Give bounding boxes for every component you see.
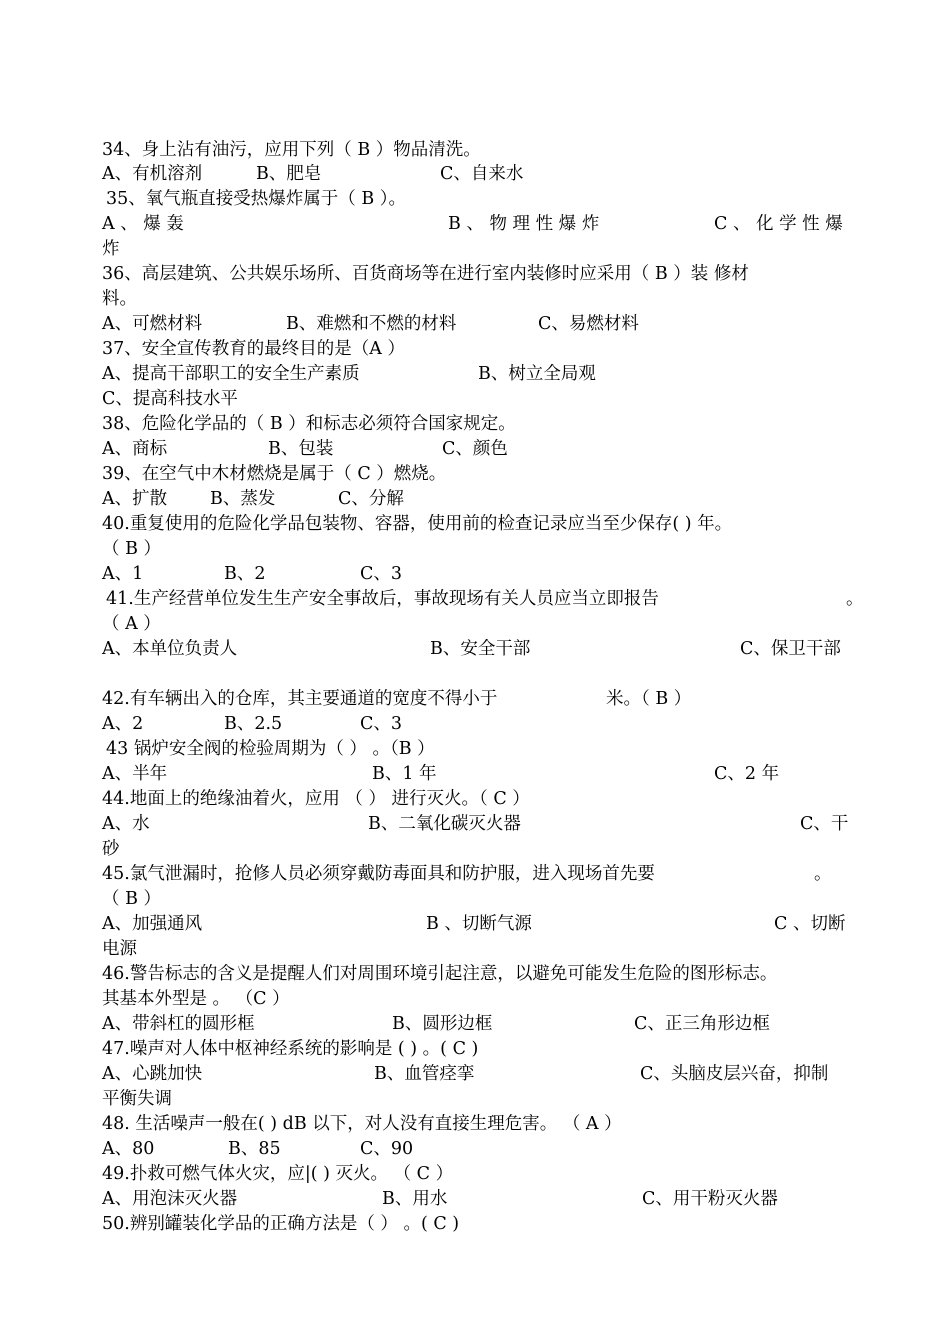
question-50 (102, 1212, 852, 1236)
option-b: B、圆形边框 (392, 1014, 493, 1034)
question-end: 。 (814, 864, 832, 884)
question-text: 39、在空气中木材燃烧是属于（ C ）燃烧。 (102, 464, 447, 484)
option-a: A、80 (102, 1139, 155, 1159)
question-41 (106, 587, 864, 611)
question-text: 49.扑救可燃气体火灾，应|( ) 灭火。 （ C ） (102, 1164, 454, 1184)
option-c: C、2 年 (714, 764, 780, 784)
continuation-text: 料。 (102, 289, 137, 309)
continuation-text: 平衡失调 (102, 1089, 172, 1109)
option-a: A、水 (102, 814, 150, 834)
options-42 (102, 712, 852, 736)
option-b: B、用水 (382, 1189, 448, 1209)
question-35 (106, 187, 856, 211)
option-a: A、商标 (102, 439, 168, 459)
option-c: C、正三角形边框 (634, 1014, 770, 1034)
question-text: 34、身上沾有油污，应用下列（ B ）物品清洗。 (102, 140, 481, 160)
question-text: 48. 生活噪声一般在( ) dB 以下，对人没有直接生理危害。 （ A ） (102, 1114, 622, 1134)
options-35 (102, 212, 852, 236)
question-37 (102, 337, 852, 361)
question-48 (102, 1112, 852, 1136)
option-c: C、自来水 (440, 164, 524, 184)
options-34 (102, 162, 852, 186)
option-a: A、本单位负责人 (102, 639, 238, 659)
option-a: A、带斜杠的圆形框 (102, 1014, 255, 1034)
option-c: C、提高科技水平 (102, 389, 238, 409)
question-42 (102, 687, 852, 711)
question-end: 。 (846, 589, 864, 609)
question-36-cont (102, 287, 852, 311)
question-45 (102, 862, 852, 886)
option-b: B、难燃和不燃的材料 (286, 314, 457, 334)
options-46 (102, 1012, 852, 1036)
options-49 (102, 1187, 852, 1211)
question-text: 36、高层建筑、公共娱乐场所、百货商场等在进行室内装修时应采用（ B ）装 修材 (102, 264, 749, 284)
question-text: 40.重复使用的危险化学品包装物、容器，使用前的检查记录应当至少保存( ) 年。 (102, 514, 733, 534)
option-a: A、提高干部职工的安全生产素质 (102, 364, 360, 384)
continuation-text: 砂 (102, 839, 120, 859)
options-36 (102, 312, 852, 336)
option-b: B、血管痉挛 (374, 1064, 475, 1084)
option-c: C、颜色 (442, 439, 508, 459)
option-c: C、保卫干部 (740, 639, 841, 659)
option-a: A、心跳加快 (102, 1064, 203, 1084)
question-text: 47.噪声对人体中枢神经系统的影响是 ( ) 。( C ) (102, 1039, 479, 1059)
question-end: 米。（ B ） (606, 689, 692, 709)
option-c: C、3 (360, 564, 403, 584)
option-b: B、2 (224, 564, 266, 584)
option-c: C 、 化 学 性 爆 (714, 214, 843, 234)
options-44 (102, 812, 852, 836)
question-text: 46.警告标志的含义是提醒人们对周围环境引起注意，以避免可能发生危险的图形标志。 (102, 964, 778, 984)
option-c: C、90 (360, 1139, 414, 1159)
option-a: A、可燃材料 (102, 314, 203, 334)
question-46 (102, 962, 852, 986)
option-a: A、用泡沫灭火器 (102, 1189, 238, 1209)
option-b: B 、 物 理 性 爆 炸 (448, 214, 600, 234)
option-b: B、肥皂 (256, 164, 322, 184)
option-c: C、头脑皮层兴奋，抑制 (640, 1064, 829, 1084)
options-37 (102, 362, 852, 386)
option-c: C、用干粉灭火器 (642, 1189, 778, 1209)
question-40 (102, 512, 852, 536)
continuation-text: 其基本外型是 。 （C ） (102, 989, 290, 1009)
option-a: A 、 爆 轰 (102, 214, 184, 234)
question-38 (102, 412, 852, 436)
options-40 (102, 562, 852, 586)
option-b: B、1 年 (372, 764, 437, 784)
option-a: A、半年 (102, 764, 168, 784)
option-a: A、加强通风 (102, 914, 203, 934)
option-c: C、分解 (338, 489, 404, 509)
options-45-cont (102, 937, 852, 961)
option-c: C、3 (360, 714, 403, 734)
question-46-cont (102, 987, 852, 1011)
answer-45 (102, 887, 852, 911)
answer-text: （ B ） (102, 889, 161, 909)
question-36 (102, 262, 852, 286)
continuation-text: 电源 (102, 939, 137, 959)
question-text: 50.辨别罐装化学品的正确方法是（ ） 。( C ) (102, 1214, 460, 1234)
question-47 (102, 1037, 852, 1061)
question-text: 43 锅炉安全阀的检验周期为（ ） 。（B ） (106, 739, 435, 759)
option-a: A、扩散 (102, 489, 168, 509)
answer-41 (102, 612, 852, 636)
options-47-cont (102, 1087, 852, 1111)
options-45 (102, 912, 852, 936)
option-c: C 、切断 (774, 914, 846, 934)
question-text: 45.氯气泄漏时，抢修人员必须穿戴防毒面具和防护服，进入现场首先要 (102, 864, 655, 884)
option-b: B 、切断气源 (426, 914, 532, 934)
question-text: 35、氧气瓶直接受热爆炸属于（ B ）。 (106, 189, 407, 209)
option-b: B、安全干部 (430, 639, 531, 659)
question-text: 44.地面上的绝缘油着火，应用 （ ） 进行灭火。（ C ） (102, 789, 530, 809)
options-37-cont (102, 387, 852, 411)
options-35-cont (102, 237, 852, 261)
option-a: A、有机溶剂 (102, 164, 203, 184)
options-43 (102, 762, 852, 786)
question-text: 41.生产经营单位发生生产安全事故后，事故现场有关人员应当立即报告 (106, 589, 659, 609)
option-c: C、干 (800, 814, 849, 834)
question-34 (102, 138, 852, 162)
options-48 (102, 1137, 852, 1161)
options-41 (102, 637, 852, 661)
answer-text: （ B ） (102, 539, 161, 559)
question-text: 38、危险化学品的（ B ）和标志必须符合国家规定。 (102, 414, 516, 434)
question-43 (106, 737, 856, 761)
option-a: A、1 (102, 564, 144, 584)
question-44 (102, 787, 852, 811)
question-text: 42.有车辆出入的仓库，其主要通道的宽度不得小于 (102, 689, 498, 709)
option-a: A、2 (102, 714, 144, 734)
question-text: 37、安全宣传教育的最终目的是（A ） (102, 339, 405, 359)
option-b: B、2.5 (224, 714, 283, 734)
option-b: B、85 (228, 1139, 281, 1159)
option-b: B、二氧化碳灭火器 (368, 814, 521, 834)
option-b: B、树立全局观 (478, 364, 596, 384)
blank-line (102, 662, 852, 686)
answer-text: （ A ） (102, 614, 161, 634)
option-b: B、包装 (268, 439, 334, 459)
option-c: C、易燃材料 (538, 314, 639, 334)
options-44-cont (102, 837, 852, 861)
answer-40 (102, 537, 852, 561)
option-b: B、蒸发 (210, 489, 276, 509)
question-49 (102, 1162, 852, 1186)
options-38 (102, 437, 852, 461)
options-47 (102, 1062, 852, 1086)
options-39 (102, 487, 852, 511)
continuation-text: 炸 (102, 239, 120, 259)
question-39 (102, 462, 852, 486)
